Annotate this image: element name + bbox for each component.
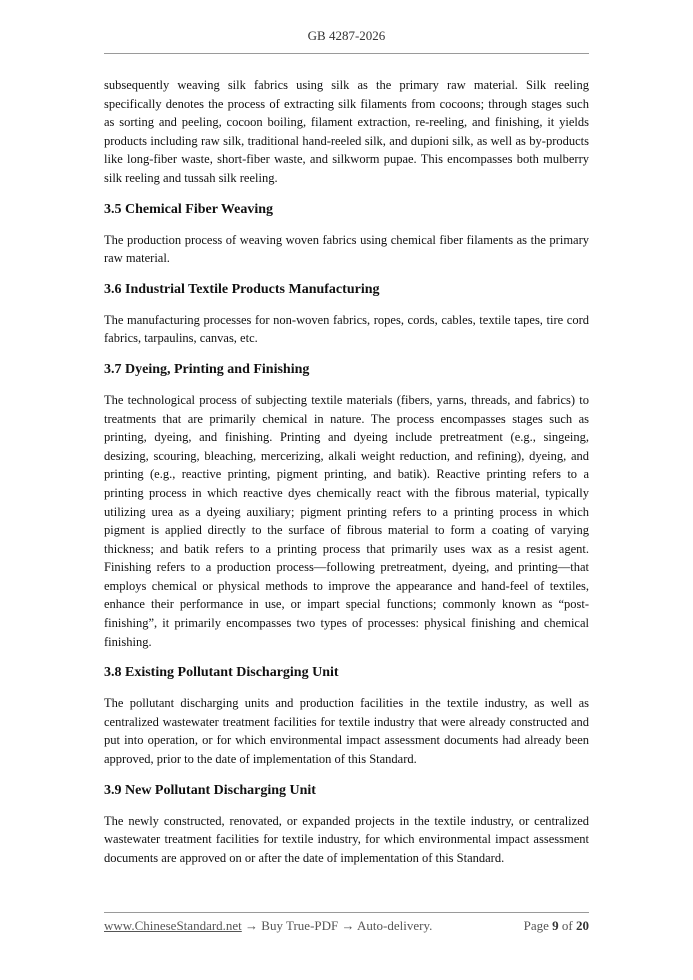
of-label: of [561, 918, 573, 933]
page-header-standard-code: GB 4287-2026 [307, 28, 386, 43]
footer-promo [104, 918, 432, 934]
buy-true-pdf-text: Buy True-PDF [261, 918, 339, 933]
page-indicator [524, 918, 589, 934]
section-3-7-heading: 3.7 Dyeing, Printing and Finishing [104, 361, 310, 377]
section-3-5-body: The production process of weaving woven fabrics using chemical fiber filaments as the primary raw material. [104, 232, 589, 266]
section-3-7-body: The technological process of subjecting textile materials (fibers, yarns, threads, and fabrics) to treatments that are primarily chemical in nature. The process encompasses stages such as printing, dyeing, and finishing. Printing and dyeing include pretreatment (e.g., singeing, desizing, scouring, bleaching, mercerizing, alkali weight reduction, and refining), dyeing, and printing (e.g., reactive printing, pigment printing, and batik). Reactive printing refers to a printing process in which reactive dyes chemically react with the fibrous material, typically utilizing urea as a dyeing auxiliary; pigment printing refers to a printing process in which pigment is applied directly to the surface of fibrous material to form a coating of varying thickness; and batik refers to a printing process that primarily uses wax as a resist agent. Finishing refers to a production process—following pretreatment, dyeing, and printing—that employs chemical or physical methods to improve the appearance and hand-feel of textiles, enhance their performance in use, or impart special functions; commonly known as “post-finishing”, it primarily encompasses two types of processes: physical finishing and chemical finishing. [104, 392, 589, 649]
section-3-8-heading: 3.8 Existing Pollutant Discharging Unit [104, 665, 339, 681]
section-3-5-heading: 3.5 Chemical Fiber Weaving [104, 201, 274, 217]
total-pages-number: 20 [576, 918, 589, 933]
section-3-9-body: The newly constructed, renovated, or expanded projects in the textile industry, or centralized wastewater treatment facilities for textile industry, for which environmental impact assessment documents are approved on or after the date of implementation of this Standard. [104, 813, 589, 865]
section-3-9-heading: 3.9 New Pollutant Discharging Unit [104, 782, 316, 798]
page-label: Page [523, 918, 549, 933]
arrow-right-icon: → [341, 918, 355, 933]
section-3-6-heading: 3.6 Industrial Textile Products Manufacturing [104, 281, 380, 297]
auto-delivery-text: Auto-delivery. [357, 918, 433, 933]
intro-paragraph: subsequently weaving silk fabrics using silk as the primary raw material. Silk reeling specifically denotes the process of extracting silk filaments from cocoons; through stages such as sorting and peeling, cocoon boiling, filament extraction, re-reeling, and finishing, it yields products including raw silk, traditional hand-reeled silk, and dupioni silk, as well as by-products like long-fiber waste, short-fiber waste, and silkworm pupae. This encompasses both mulberry silk reeling and tussah silk reeling. [104, 78, 589, 185]
document-body [104, 76, 589, 867]
header-divider [104, 53, 589, 54]
section-3-8-body: The pollutant discharging units and production facilities in the textile industry, as well as centralized wastewater treatment facilities for textile industry that were already constructed and put into operation, or for which environmental impact assessment documents had already been approved, prior to the date of implementation of this Standard. [104, 696, 589, 767]
site-link[interactable]: www.ChineseStandard.net [104, 918, 242, 933]
current-page-number: 9 [552, 918, 559, 933]
footer-divider [104, 912, 589, 913]
section-3-6-body: The manufacturing processes for non-woven fabrics, ropes, cords, cables, textile tapes, tire cord fabrics, tarpaulins, canvas, etc. [104, 312, 589, 346]
arrow-right-icon: → [245, 918, 259, 933]
